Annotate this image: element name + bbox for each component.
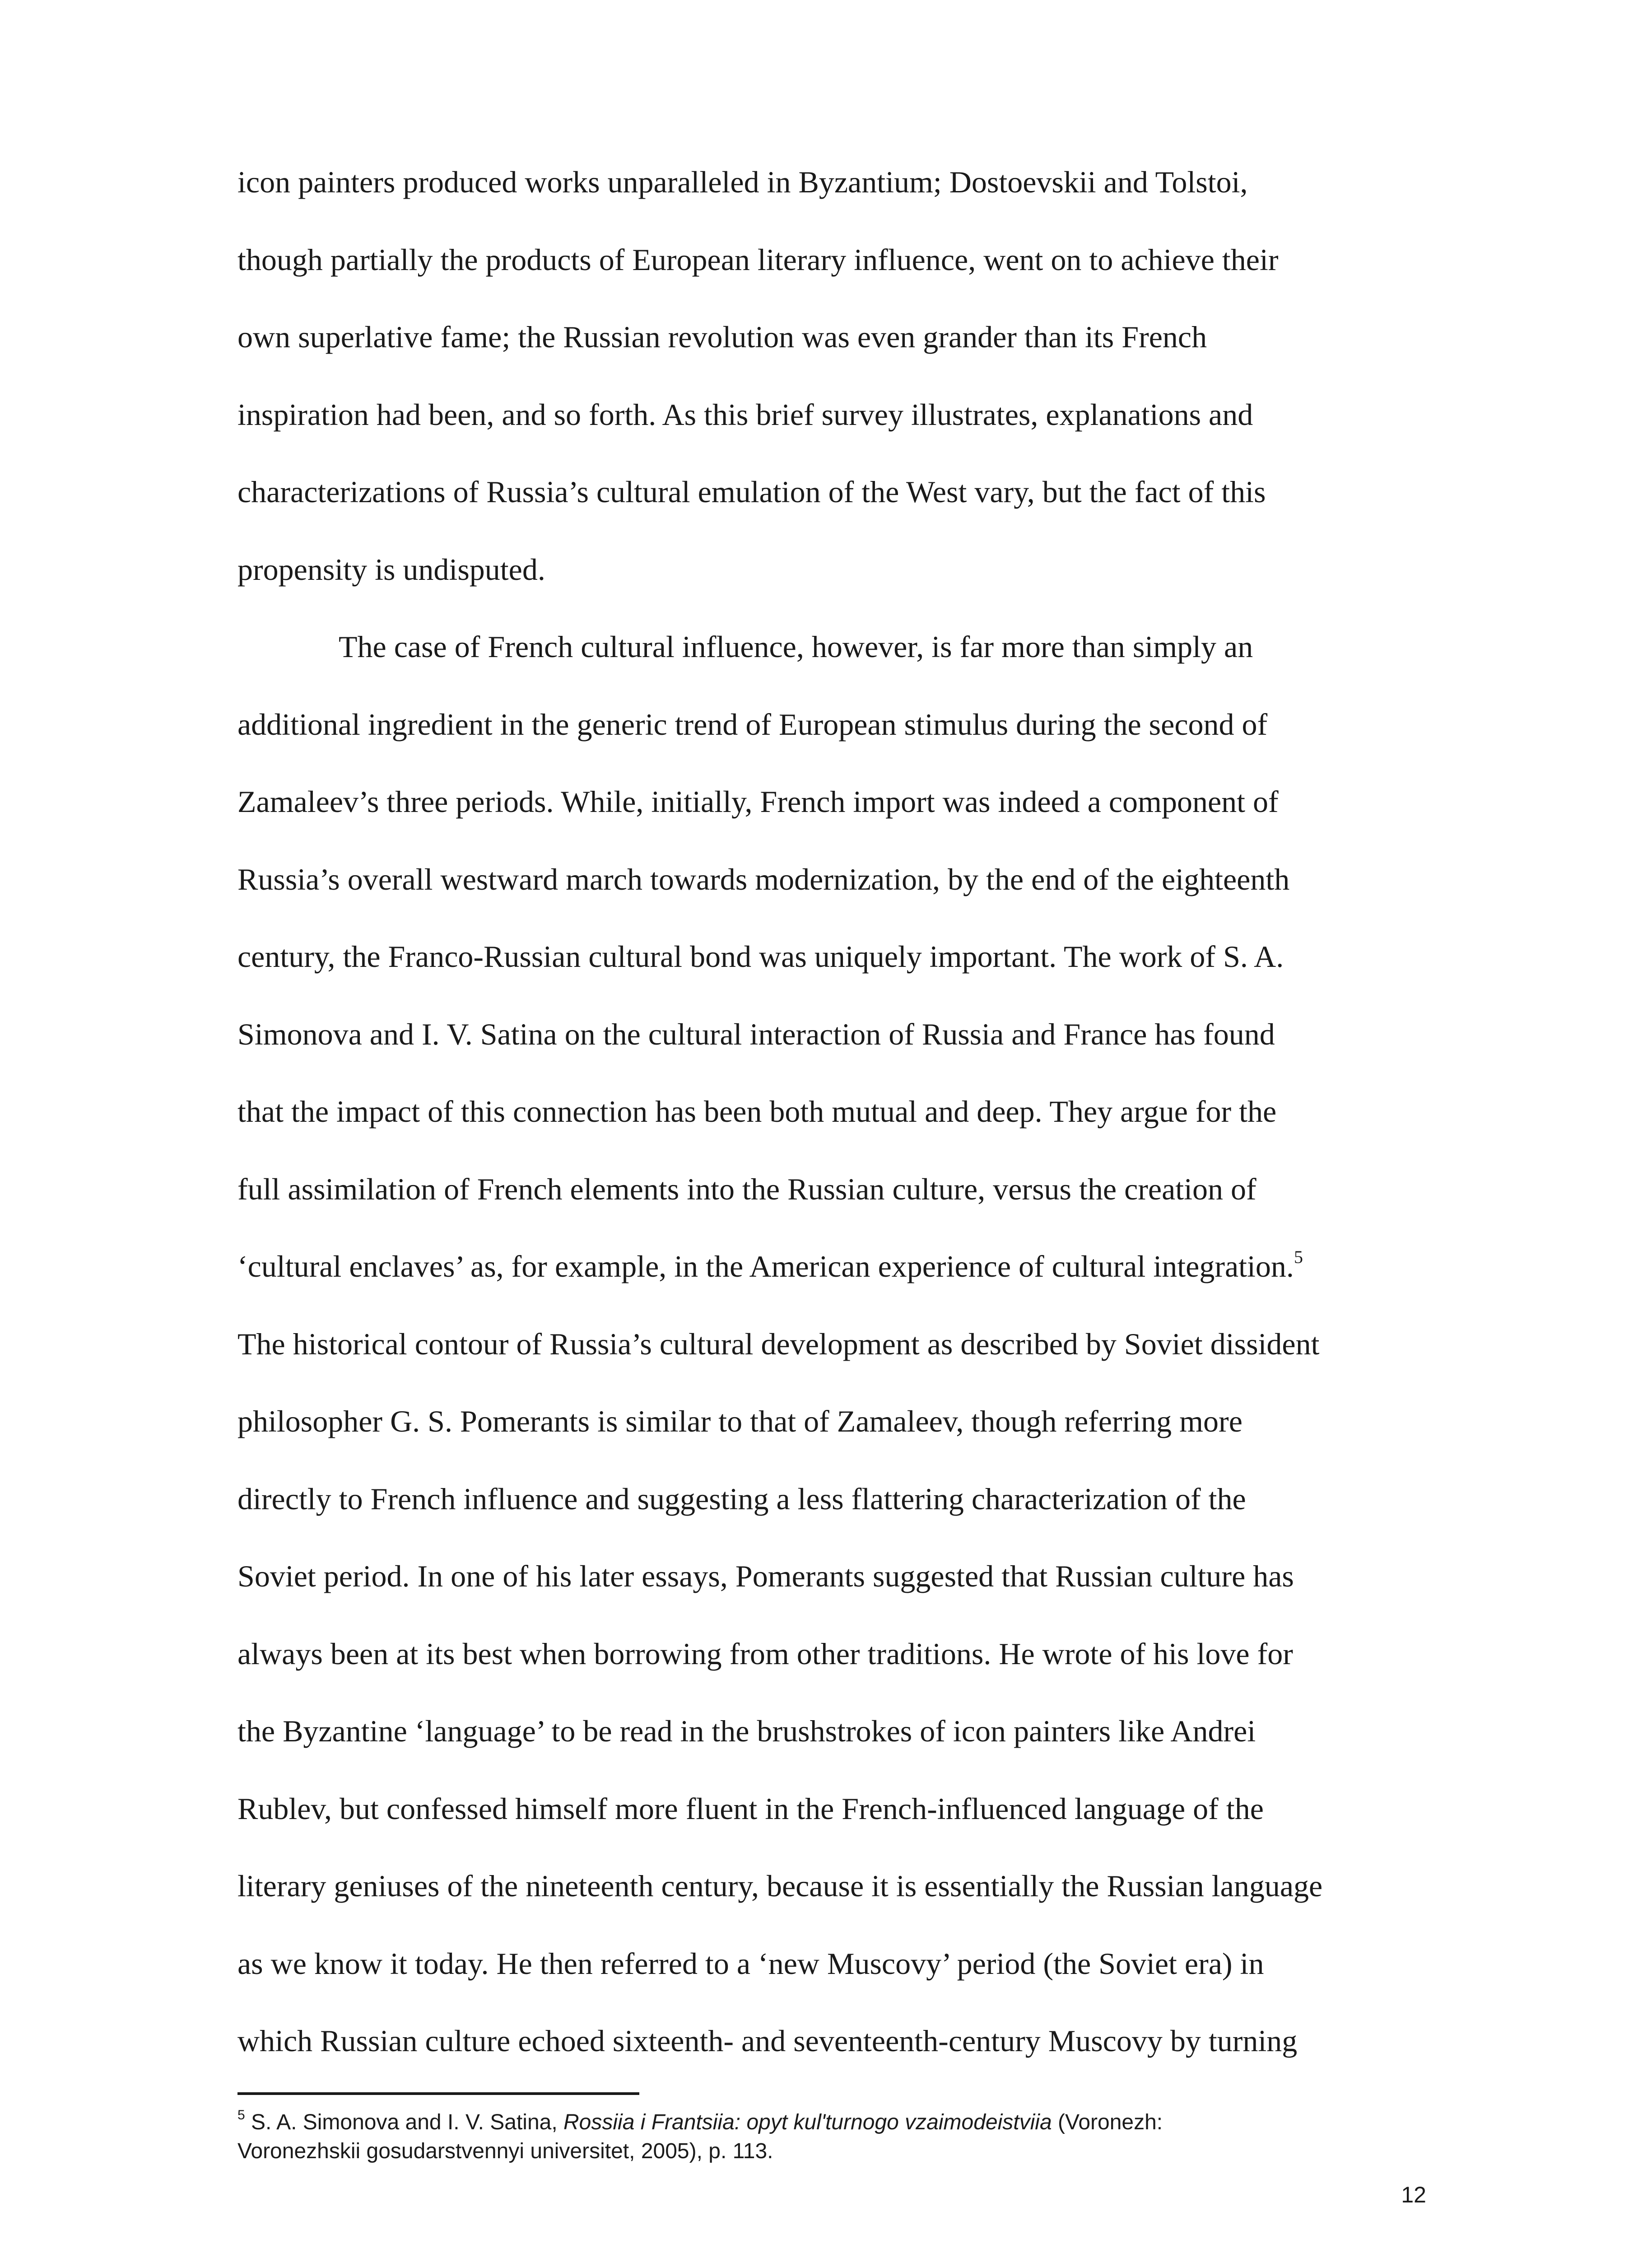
footnote-reference[interactable]: 5 <box>1294 1247 1303 1267</box>
footnote-line-2: Voronezhskii gosudarstvennyi universitet, 2005), p. 113. <box>237 2139 773 2163</box>
text-line: though partially the products of European literary influence, went on to achieve their <box>237 242 1279 277</box>
text-line: additional ingredient in the generic trend of European stimulus during the second of <box>237 707 1268 742</box>
text-line: Soviet period. In one of his later essays, Pomerants suggested that Russian culture has <box>237 1559 1294 1593</box>
text-line: own superlative fame; the Russian revolution was even grander than its French <box>237 320 1207 354</box>
text-line: inspiration had been, and so forth. As this brief survey illustrates, explanations and <box>237 397 1253 432</box>
footnote-book-title: Rossiia i Frantsiia: opyt kul'turnogo vzaimodeistviia <box>563 2110 1052 2134</box>
text-line: Rublev, but confessed himself more fluent in the French-influenced language of the <box>237 1791 1264 1826</box>
text-line: that the impact of this connection has been both mutual and deep. They argue for the <box>237 1094 1277 1129</box>
text-line: characterizations of Russia’s cultural emulation of the West vary, but the fact of this <box>237 475 1266 509</box>
text-line: propensity is undisputed. <box>237 552 545 587</box>
text-line: the Byzantine ‘language’ to be read in the brushstrokes of icon painters like Andrei <box>237 1714 1256 1748</box>
text-line: century, the Franco-Russian cultural bond was uniquely important. The work of S. A. <box>237 939 1284 974</box>
page-number: 12 <box>1401 2182 1426 2207</box>
text-line: full assimilation of French elements into the Russian culture, versus the creation of <box>237 1171 1256 1206</box>
footnote-number: 5 <box>237 2108 245 2123</box>
text-line: The historical contour of Russia’s cultural development as described by Soviet dissident <box>237 1326 1320 1361</box>
text-line: as we know it today. He then referred to a ‘new Muscovy’ period (the Soviet era) in <box>237 1946 1264 1981</box>
text-line: which Russian culture echoed sixteenth- and seventeenth-century Muscovy by turning <box>237 2024 1298 2058</box>
footnote-line-1 <box>237 2108 1457 2137</box>
text-line: directly to French influence and suggesting a less flattering characterization of the <box>237 1481 1246 1516</box>
footnote-text: (Voronezh: <box>1052 2110 1163 2134</box>
footnote-separator <box>237 2092 639 2095</box>
text-line: Russia’s overall westward march towards modernization, by the end of the eighteenth <box>237 862 1290 896</box>
footnote <box>237 2108 1457 2166</box>
text-line-content: ‘cultural enclaves’ as, for example, in the American experience of cultural integration. <box>237 1249 1294 1283</box>
text-line-paragraph-start: The case of French cultural influence, however, is far more than simply an <box>339 630 1253 664</box>
text-line: icon painters produced works unparalleled in Byzantium; Dostoevskii and Tolstoi, <box>237 165 1248 199</box>
text-line: Zamaleev’s three periods. While, initially, French import was indeed a component of <box>237 784 1279 819</box>
text-line-with-footnote <box>237 1228 1429 1306</box>
body-text <box>237 144 1429 2080</box>
text-line: philosopher G. S. Pomerants is similar to that of Zamaleev, though referring more <box>237 1404 1242 1438</box>
text-line: literary geniuses of the nineteenth century, because it is essentially the Russian language <box>237 1869 1323 1903</box>
text-line: Simonova and I. V. Satina on the cultural interaction of Russia and France has found <box>237 1017 1275 1051</box>
footnote-text: S. A. Simonova and I. V. Satina, <box>245 2110 564 2134</box>
text-line: always been at its best when borrowing from other traditions. He wrote of his love for <box>237 1636 1293 1671</box>
